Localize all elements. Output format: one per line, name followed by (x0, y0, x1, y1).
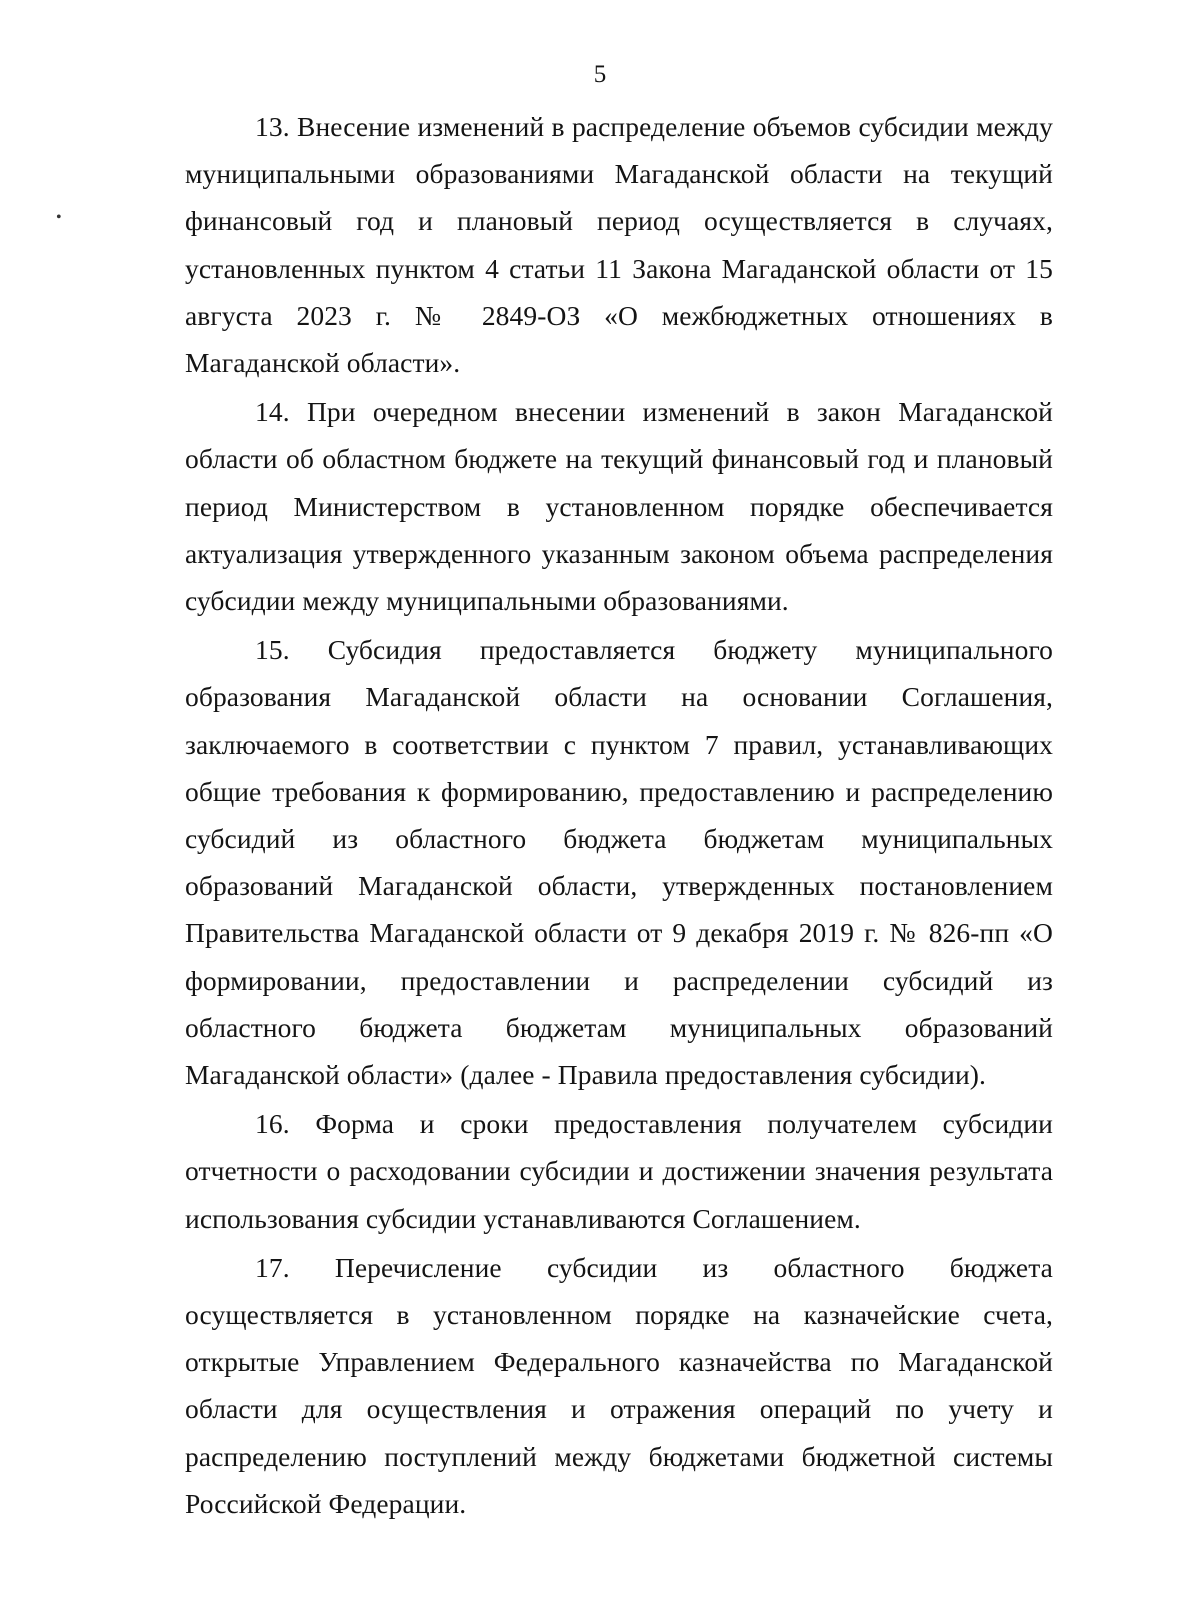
paragraph-13: 13. Внесение изменений в распределение объемов субсидии между муниципальными образованиями Магаданской области на текущий финансовый год и плановый период осуществляется в случаях, установленных пунктом 4 статьи 11 Закона Магаданской области от 15 августа 2023 г. № 2849-ОЗ «О межбюджетных отношениях в Магаданской области». (185, 111, 1053, 379)
paragraph-16: 16. Форма и сроки предоставления получателем субсидии отчетности о расходовании субсидии и достижении значения результата использования субсидии устанавливаются Соглашением. (185, 1108, 1053, 1234)
paragraph-17: 17. Перечисление субсидии из областного бюджета осуществляется в установленном порядке на казначейские счета, открытые Управлением Федерального казначейства по Магаданской области для осуществления и отражения операций по учету и распределению поступлений между бюджетами бюджетной системы Российской Федерации. (185, 1251, 1053, 1519)
document-body (185, 103, 1053, 1529)
margin-mark: • (56, 209, 62, 226)
paragraph-15: 15. Субсидия предоставляется бюджету муниципального образования Магаданской области на основании Соглашения, заключаемого в соответствии с пунктом 7 правил, устанавливающих общие требования к формированию, предоставлению и распределению субсидий из областного бюджета бюджетам муниципальных образований Магаданской области, утвержденных постановлением Правительства Магаданской области от 9 декабря 2019 г. № 826-пп «О формировании, предоставлении и распределении субсидий из областного бюджета бюджетам муниципальных образований Магаданской области» (далее - Правила предоставления субсидии). (185, 634, 1053, 1091)
paragraph-14: 14. При очередном внесении изменений в закон Магаданской области об областном бюджете на текущий финансовый год и плановый период Министерством в установленном порядке обеспечивается актуализация утвержденного указанным законом объема распределения субсидии между муниципальными образованиями. (185, 396, 1053, 617)
page-number: 5 (593, 61, 607, 88)
